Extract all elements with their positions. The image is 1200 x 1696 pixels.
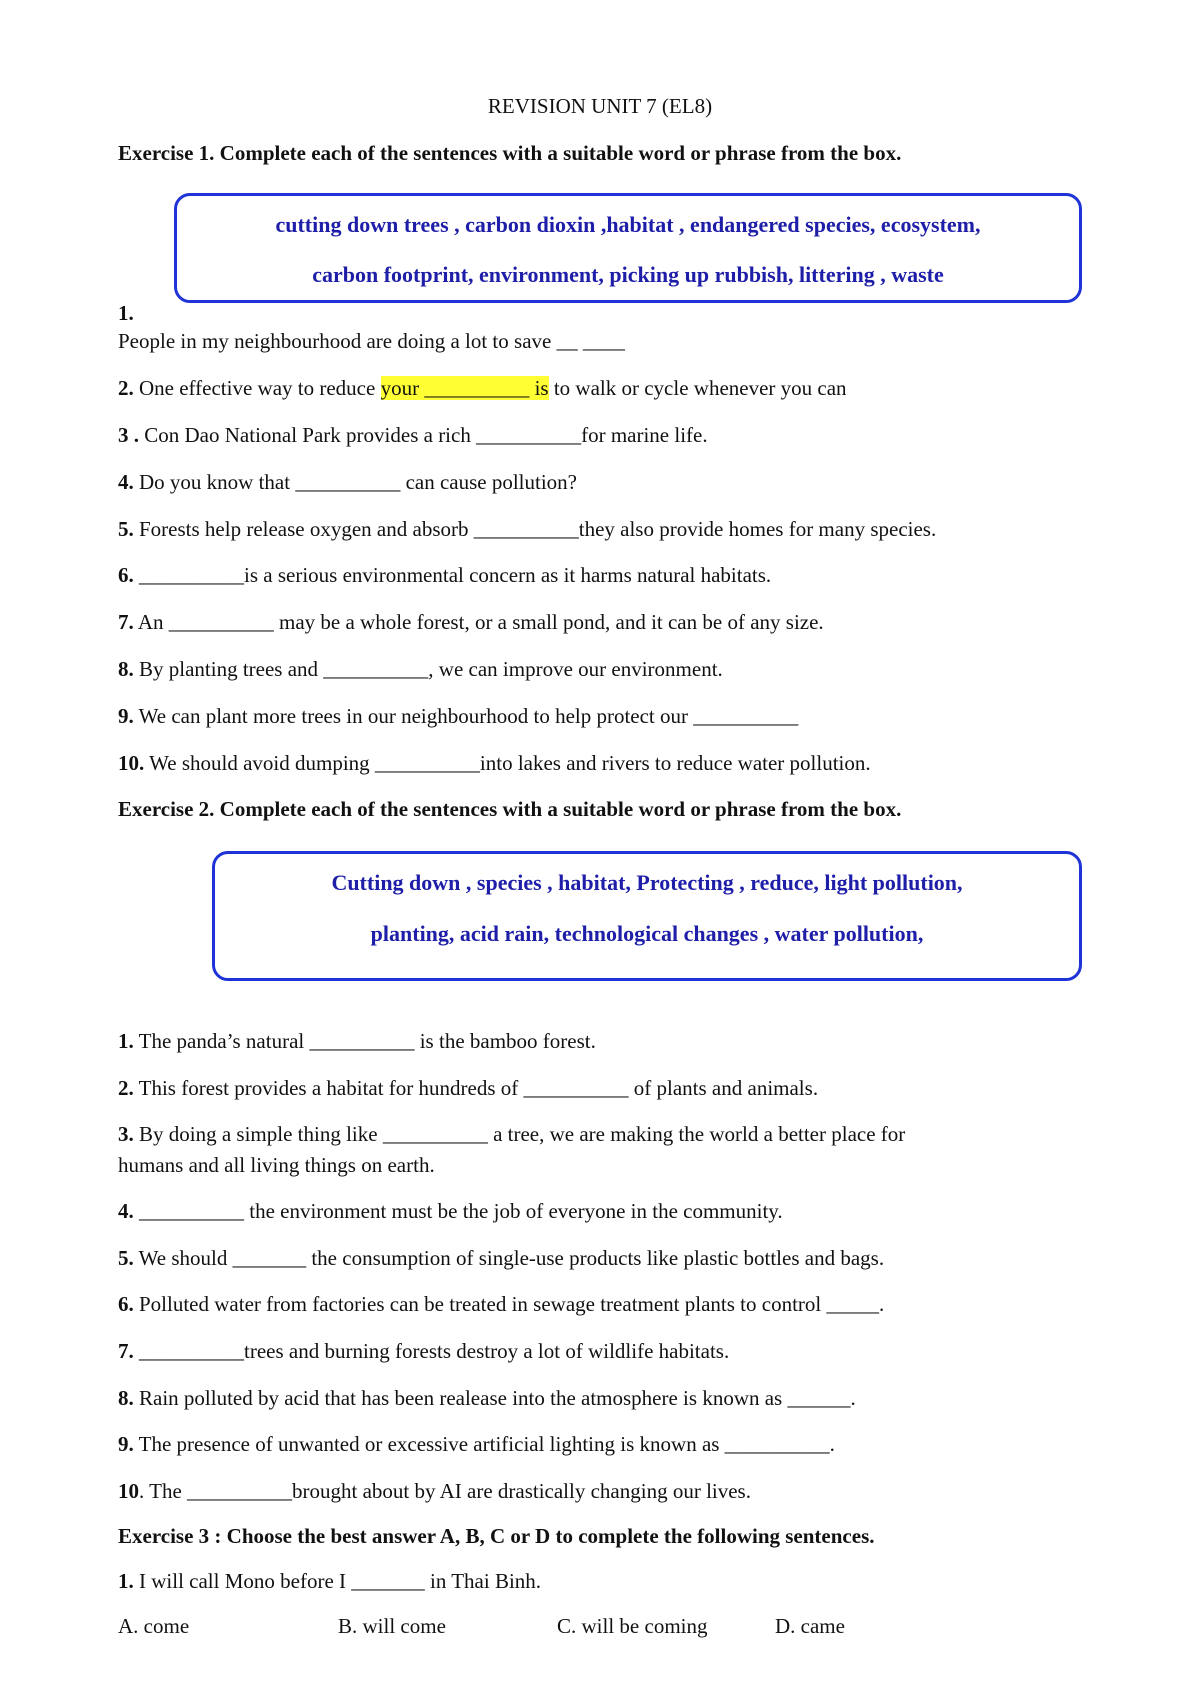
item-number: 3. — [118, 1122, 134, 1146]
exercise1-word-box — [174, 193, 1082, 303]
item-number: 5. — [118, 1246, 134, 1270]
item-text: I will call Mono before I _______ in Thai Binh. — [133, 1569, 542, 1593]
item-number: 8. — [118, 657, 134, 681]
item-number: 6. — [118, 563, 134, 587]
item-text: Con Dao National Park provides a rich __________for marine life. — [139, 423, 708, 447]
item-number: 7. — [118, 1339, 134, 1363]
ex2-item-1 — [118, 1029, 596, 1054]
item-number: 10. — [118, 751, 145, 775]
ex1-item-9 — [118, 704, 798, 729]
ex1-item-2 — [118, 376, 847, 401]
item-text: . The __________brought about by AI are drastically changing our lives. — [139, 1479, 751, 1503]
page-title: REVISION UNIT 7 (EL8) — [487, 94, 713, 118]
item-text: An __________ may be a whole forest, or a small pond, and it can be of any size. — [133, 610, 824, 634]
item-number: 1. — [118, 301, 134, 325]
item-text: People in my neighbourhood are doing a lot to save __ ____ — [118, 329, 625, 353]
ex1-item-10 — [118, 751, 871, 776]
item-number: 4. — [118, 1199, 134, 1223]
item-text: One effective way to reduce — [133, 376, 381, 400]
exercise2-box-line1: Cutting down , species , habitat, Protecting , reduce, light pollution, — [331, 870, 963, 895]
ex3-question-1 — [118, 1569, 541, 1594]
exercise1-box-line2: carbon footprint, environment, picking up rubbish, littering , waste — [312, 262, 944, 287]
ex1-item-7 — [118, 610, 824, 635]
item-number: 7. — [118, 610, 134, 634]
item-text: Forests help release oxygen and absorb __________they also provide homes for many species. — [133, 517, 937, 541]
exercise2-heading: Exercise 2. Complete each of the sentences with a suitable word or phrase from the box. — [118, 797, 902, 821]
item-number: 1. — [118, 1569, 134, 1593]
item-text: __________is a serious environmental concern as it harms natural habitats. — [133, 563, 772, 587]
ex2-item-7 — [118, 1339, 729, 1364]
option-b: B. will come — [338, 1614, 446, 1638]
exercise2-word-box — [212, 851, 1082, 981]
ex2-item-6 — [118, 1292, 884, 1317]
item-text: Rain polluted by acid that has been realease into the atmosphere is known as ______. — [133, 1386, 856, 1410]
highlighted-text: your __________ is — [380, 376, 549, 400]
item-number: 1. — [118, 1029, 134, 1053]
ex2-item-8 — [118, 1386, 856, 1411]
exercise3-heading: Exercise 3 : Choose the best answer A, B, C or D to complete the following sentences. — [118, 1524, 875, 1548]
item-text: Polluted water from factories can be treated in sewage treatment plants to control _____. — [133, 1292, 885, 1316]
ex1-item-1-number — [118, 301, 134, 326]
ex1-item-4 — [118, 470, 577, 495]
ex2-item-9 — [118, 1432, 835, 1457]
item-text: We should _______ the consumption of single-use products like plastic bottles and bags. — [133, 1246, 885, 1270]
item-number: 6. — [118, 1292, 134, 1316]
ex1-item-8 — [118, 657, 723, 682]
item-number: 3 . — [118, 423, 139, 447]
item-text: __________ the environment must be the job of everyone in the community. — [133, 1199, 783, 1223]
item-text: We can plant more trees in our neighbourhood to help protect our __________ — [133, 704, 799, 728]
item-text: The presence of unwanted or excessive artificial lighting is known as __________. — [133, 1432, 835, 1456]
item-number: 8. — [118, 1386, 134, 1410]
ex2-item-5 — [118, 1246, 884, 1271]
item-text: to walk or cycle whenever you can — [548, 376, 847, 400]
item-text: We should avoid dumping __________into lakes and rivers to reduce water pollution. — [144, 751, 871, 775]
ex2-item-10 — [118, 1479, 751, 1504]
item-text: By planting trees and __________, we can improve our environment. — [133, 657, 723, 681]
item-number: 2. — [118, 376, 134, 400]
ex2-item-4 — [118, 1199, 783, 1224]
item-text: __________trees and burning forests destroy a lot of wildlife habitats. — [133, 1339, 730, 1363]
exercise1-box-line1: cutting down trees , carbon dioxin ,habitat , endangered species, ecosystem, — [275, 212, 981, 237]
item-number: 2. — [118, 1076, 134, 1100]
item-text: humans and all living things on earth. — [118, 1153, 435, 1177]
ex2-item-3 — [118, 1122, 905, 1147]
option-c: C. will be coming — [557, 1614, 708, 1638]
item-text: This forest provides a habitat for hundreds of __________ of plants and animals. — [133, 1076, 819, 1100]
ex1-item-3 — [118, 423, 708, 448]
item-text: By doing a simple thing like __________ a tree, we are making the world a better place for — [133, 1122, 906, 1146]
ex1-item-5 — [118, 517, 936, 542]
item-number: 9. — [118, 704, 134, 728]
item-number: 10 — [118, 1479, 139, 1503]
exercise1-heading: Exercise 1. Complete each of the sentences with a suitable word or phrase from the box. — [118, 141, 902, 165]
ex2-item-3-continued — [118, 1153, 435, 1178]
item-text: The panda’s natural __________ is the bamboo forest. — [133, 1029, 596, 1053]
item-number: 5. — [118, 517, 134, 541]
ex1-item-1-text — [118, 329, 625, 354]
option-a: A. come — [118, 1614, 190, 1638]
item-number: 9. — [118, 1432, 134, 1456]
option-d: D. came — [775, 1614, 845, 1638]
exercise2-box-line2: planting, acid rain, technological changes , water pollution, — [370, 921, 924, 946]
item-number: 4. — [118, 470, 134, 494]
ex1-item-6 — [118, 563, 771, 588]
ex2-item-2 — [118, 1076, 818, 1101]
item-text: Do you know that __________ can cause pollution? — [133, 470, 578, 494]
